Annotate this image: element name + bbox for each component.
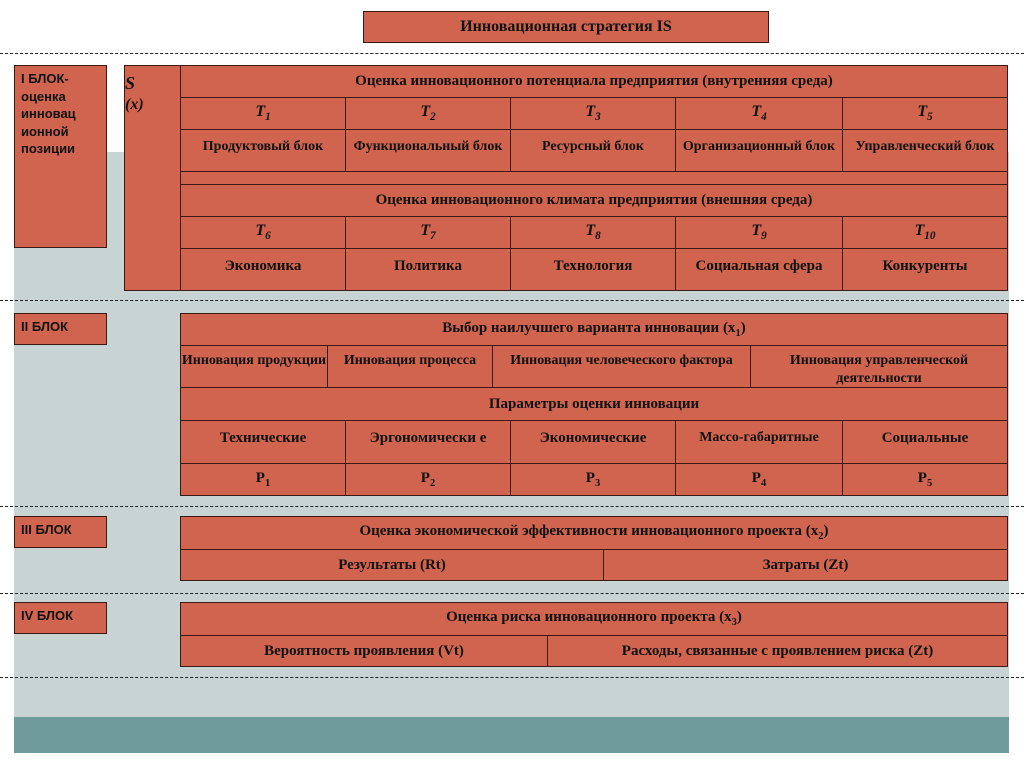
innovation-type-cell: Инновация управленческой деятельности (750, 345, 1008, 388)
external-header: Оценка инновационного климата предприятия (внешняя среда) (180, 184, 1008, 217)
innovation-type-cell: Инновация продукции (180, 345, 328, 388)
external-t-cell: $T_8$ (510, 216, 676, 249)
param-cell: Социальные (842, 420, 1008, 464)
separator-line (0, 506, 1024, 507)
param-cell: Эргономически е (345, 420, 511, 464)
external-t-cell: $T_{10}$ (842, 216, 1008, 249)
param-cell: Массо-габаритные (675, 420, 843, 464)
external-t-cell: $T_7$ (345, 216, 511, 249)
internal-t-cell: $T_1$ (180, 97, 346, 130)
internal-item-cell: Организационный блок (675, 129, 843, 172)
results-cell: Результаты (Rt) (180, 549, 604, 581)
block-3-label: III БЛОК (14, 516, 107, 548)
internal-t-cell: $T_4$ (675, 97, 843, 130)
p-cell: $P_3$ (510, 463, 676, 496)
p-cell: $P_1$ (180, 463, 346, 496)
costs-cell: Затраты (Zt) (603, 549, 1008, 581)
block-4-label: IV БЛОК (14, 602, 107, 634)
p-cell: $P_2$ (345, 463, 511, 496)
innovation-type-cell: Инновация человеческого фактора (492, 345, 751, 388)
block-1-label: I БЛОК-оценка инновац ионной позиции (14, 65, 107, 248)
risk-expenses-cell: Расходы, связанные с проявлением риска (Zt) (547, 635, 1008, 667)
external-t-cell: $T_9$ (675, 216, 843, 249)
p-cell: $P_4$ (675, 463, 843, 496)
external-t-cell: $T_6$ (180, 216, 346, 249)
innovation-type-cell: Инновация процесса (327, 345, 493, 388)
external-item-cell: Социальная сфера (675, 248, 843, 291)
param-cell: Экономические (510, 420, 676, 464)
internal-t-cell: $T_5$ (842, 97, 1008, 130)
p-cell: $P_5$ (842, 463, 1008, 496)
efficiency-header: Оценка экономической эффективности инновационного проекта $(x_2)$ (180, 516, 1008, 550)
internal-header: Оценка инновационного потенциала предприятия (внутренняя среда) (180, 65, 1008, 98)
background-band (14, 717, 1009, 753)
block-2-label: II БЛОК (14, 313, 107, 345)
s-x-cell: S (x) (124, 65, 181, 291)
external-item-cell: Технология (510, 248, 676, 291)
external-item-cell: Экономика (180, 248, 346, 291)
internal-item-cell: Продуктовый блок (180, 129, 346, 172)
internal-item-cell: Ресурсный блок (510, 129, 676, 172)
separator-line (0, 677, 1024, 678)
params-header: Параметры оценки инновации (180, 387, 1008, 421)
internal-t-cell: $T_2$ (345, 97, 511, 130)
separator-line (0, 53, 1024, 54)
separator-line (0, 593, 1024, 594)
external-item-cell: Конкуренты (842, 248, 1008, 291)
risk-header: Оценка риска инновационного проекта $(x_3)$ (180, 602, 1008, 636)
separator-line (0, 300, 1024, 301)
external-item-cell: Политика (345, 248, 511, 291)
internal-t-cell: $T_3$ (510, 97, 676, 130)
probability-cell: Вероятность проявления (Vt) (180, 635, 548, 667)
innovation-header: Выбор наилучшего варианта инновации $(x_1)$ (180, 313, 1008, 346)
param-cell: Технические (180, 420, 346, 464)
internal-item-cell: Функциональный блок (345, 129, 511, 172)
strategy-title: Инновационная стратегия IS (363, 11, 769, 43)
internal-item-cell: Управленческий блок (842, 129, 1008, 172)
